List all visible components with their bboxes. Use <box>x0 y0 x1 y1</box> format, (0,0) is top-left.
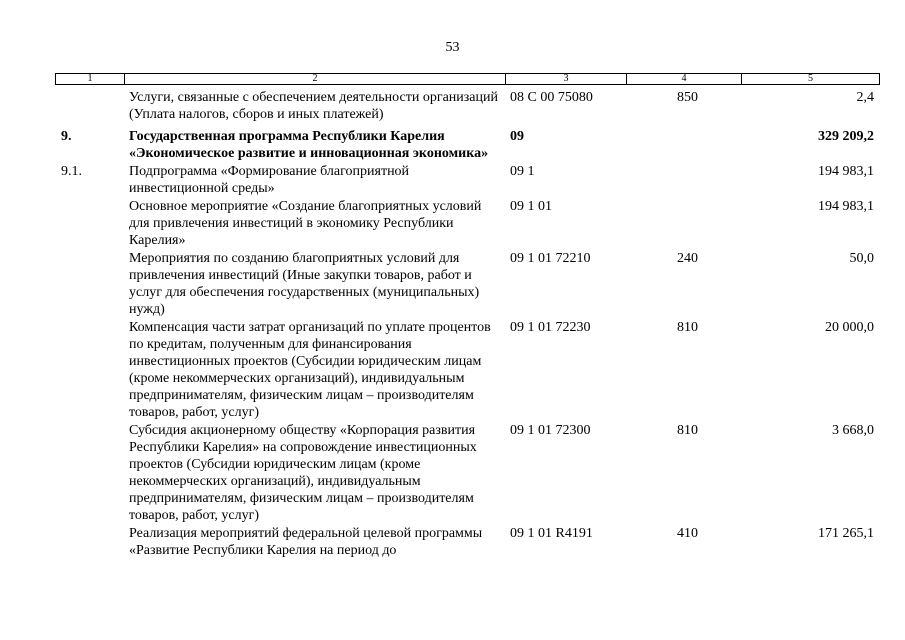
row-number: 9.1. <box>61 164 82 179</box>
table-row <box>0 128 905 163</box>
table-header-row <box>55 73 880 85</box>
row-description: Государственная программа Республики Карелия «Экономическое развитие и инновационная экономика» <box>129 129 489 161</box>
row-amount: 20 000,0 <box>825 320 874 335</box>
row-description: Субсидия акционерному обществу «Корпорация развития Республики Карелия» на сопровождение инвестиционных проектов (Субсидии юридическим лицам (кроме некоммерческих организаций), индивидуальным предпринимателям, физическим лицам – производителям товаров, работ, услуг) <box>129 423 477 523</box>
row-code: 09 1 01 <box>510 199 552 214</box>
header-cell-1: 1 <box>87 73 93 84</box>
table-row <box>0 198 905 250</box>
row-description: Компенсация части затрат организаций по уплате процентов по кредитам, полученным для финансирования инвестиционных проектов (Субсидии юридическим лицам (кроме некоммерческих организаций), индивидуальным предпринимателям, физическим лицам – производителям товаров, работ, услуг) <box>129 320 491 420</box>
row-type: 410 <box>677 526 698 541</box>
row-amount: 171 265,1 <box>818 526 874 541</box>
row-code: 09 <box>510 129 524 144</box>
header-cell-4: 4 <box>626 74 741 84</box>
row-type: 810 <box>677 320 698 335</box>
page-number: 53 <box>445 40 460 55</box>
row-amount: 50,0 <box>849 251 874 266</box>
row-amount: 194 983,1 <box>818 199 874 214</box>
row-code: 09 1 01 72230 <box>510 320 591 335</box>
row-description: Мероприятия по созданию благоприятных условий для привлечения инвестиций (Иные закупки товаров, работ и услуг для обеспечения государственных (муниципальных) нужд) <box>129 251 480 317</box>
row-description: Услуги, связанные с обеспечением деятельности организаций (Уплата налогов, сборов и иных платежей) <box>129 90 498 122</box>
row-code: 09 1 01 72300 <box>510 423 591 438</box>
row-amount: 3 668,0 <box>832 423 874 438</box>
row-amount: 194 983,1 <box>818 164 874 179</box>
header-cell-5: 5 <box>741 74 879 84</box>
row-type: 810 <box>677 423 698 438</box>
header-cell-3: 3 <box>505 74 626 84</box>
table-row <box>0 525 905 560</box>
table-row <box>0 250 905 319</box>
row-amount: 2,4 <box>856 90 874 105</box>
row-code: 09 1 <box>510 164 535 179</box>
row-description: Основное мероприятие «Создание благоприятных условий для привлечения инвестиций в экономику Республики Карелия» <box>129 199 482 248</box>
row-code: 09 1 01 R4191 <box>510 526 593 541</box>
row-type: 240 <box>677 251 698 266</box>
row-description: Реализация мероприятий федеральной целевой программы «Развитие Республики Карелия на период до <box>129 526 483 558</box>
table-row <box>0 422 905 525</box>
row-amount: 329 209,2 <box>818 129 874 144</box>
row-code: 09 1 01 72210 <box>510 251 591 266</box>
table-row <box>0 163 905 198</box>
row-description: Подпрограмма «Формирование благоприятной инвестиционной среды» <box>129 164 410 196</box>
table-row <box>0 89 905 124</box>
table-row <box>0 319 905 422</box>
header-cell-2: 2 <box>124 74 505 84</box>
row-code: 08 С 00 75080 <box>510 90 593 105</box>
row-number: 9. <box>61 129 72 144</box>
budget-table-body <box>0 89 905 560</box>
row-type: 850 <box>677 90 698 105</box>
